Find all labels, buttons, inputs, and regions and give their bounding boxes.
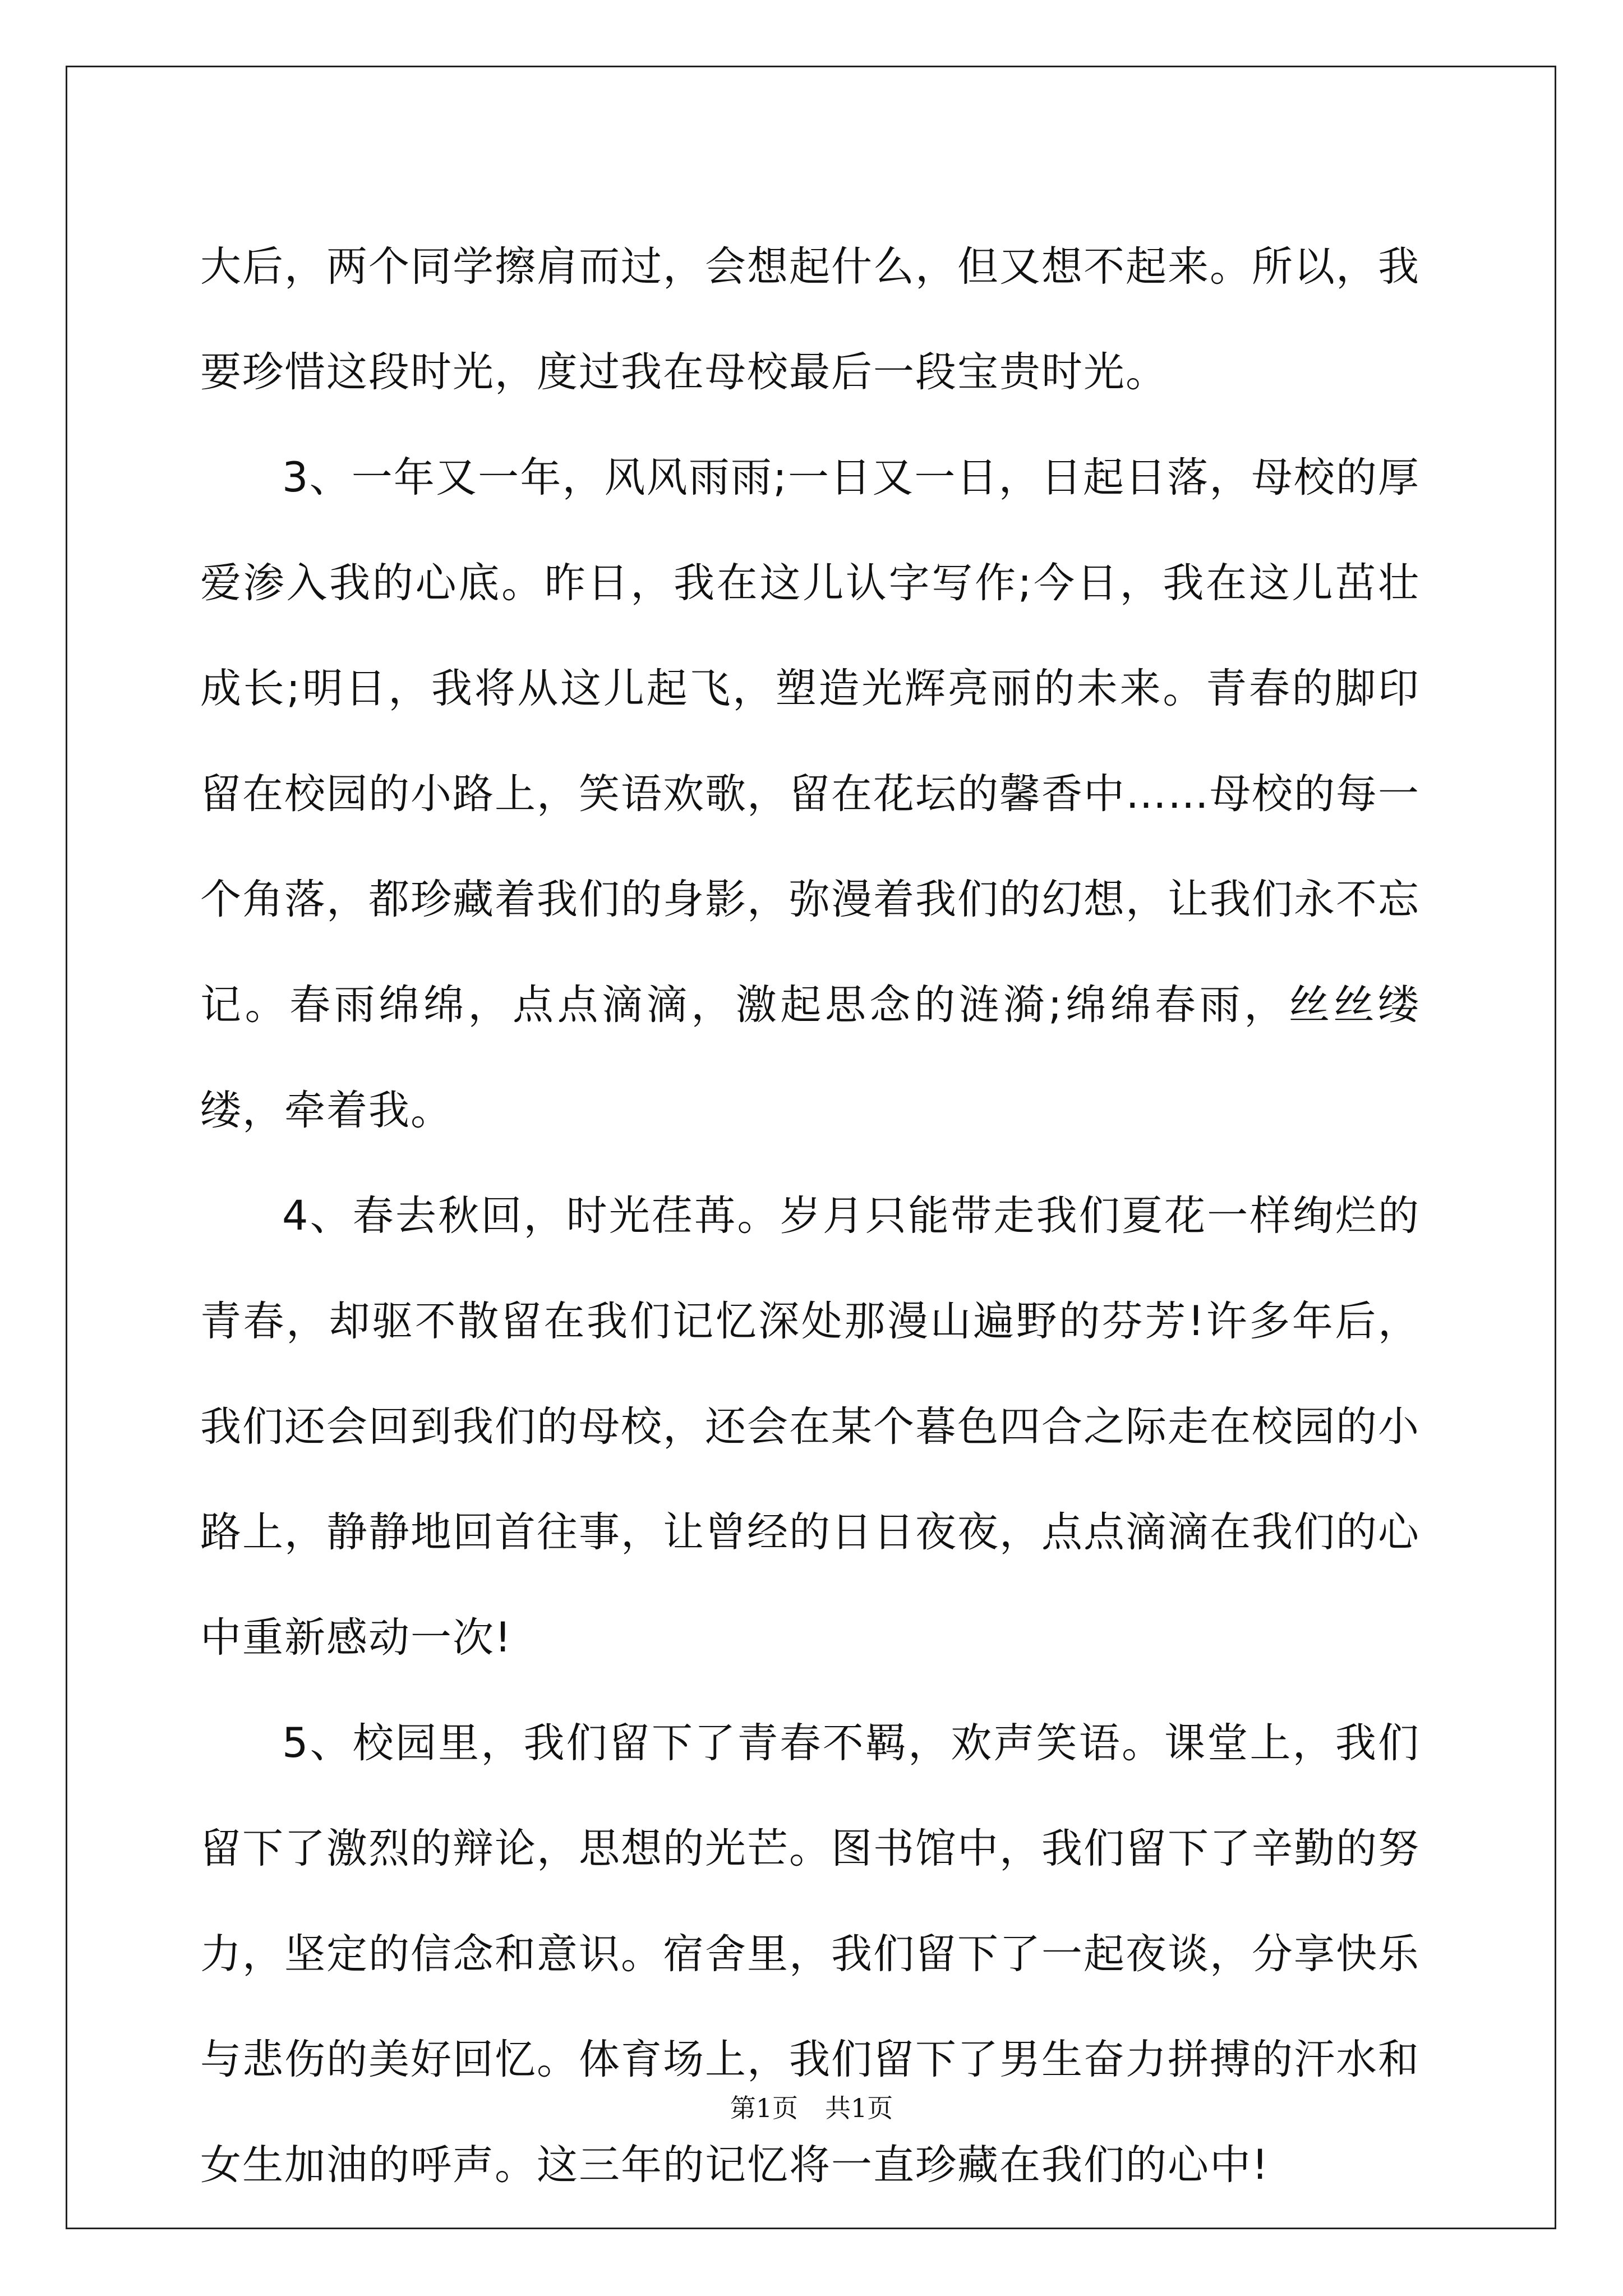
page-number-total: 共1页 [825,2093,893,2123]
paragraph-5: 5、校园里，我们留下了青春不羁，欢声笑语。课堂上，我们留下了激烈的辩论，思想的光芒。图书馆中，我们留下了辛勤的努力，坚定的信念和意识。宿舍里，我们留下了一起夜谈，分享快乐与悲伤的美好回忆。体育场上，我们留下了男生奋力拼搏的汗水和女生加油的呼声。这三年的记忆将一直珍藏在我们的心中! [200,1719,1420,2189]
document-body [200,214,1420,2218]
page-number-current: 第1页 [730,2093,798,2123]
page-footer [0,2091,1623,2125]
paragraph-4: 4、春去秋回，时光荏苒。岁月只能带走我们夏花一样绚烂的青春，却驱不散留在我们记忆深处那漫山遍野的芬芳!许多年后，我们还会回到我们的母校，还会在某个暮色四合之际走在校园的小路上，静静地回首往事，让曾经的日日夜夜，点点滴滴在我们的心中重新感动一次! [200,1192,1420,1662]
paragraph-continued: 大后，两个同学擦肩而过，会想起什么，但又想不起来。所以，我要珍惜这段时光，度过我在母校最后一段宝贵时光。 [200,243,1420,396]
paragraph-3: 3、一年又一年，风风雨雨;一日又一日，日起日落，母校的厚爱渗入我的心底。昨日，我在这儿认字写作;今日，我在这儿茁壮成长;明日，我将从这儿起飞，塑造光辉亮丽的未来。青春的脚印留在校园的小路上，笑语欢歌，留在花坛的馨香中……母校的每一个角落，都珍藏着我们的身影，弥漫着我们的幻想，让我们永不忘记。春雨绵绵，点点滴滴，激起思念的涟漪;绵绵春雨，丝丝缕缕，牵着我。 [200,454,1420,1134]
